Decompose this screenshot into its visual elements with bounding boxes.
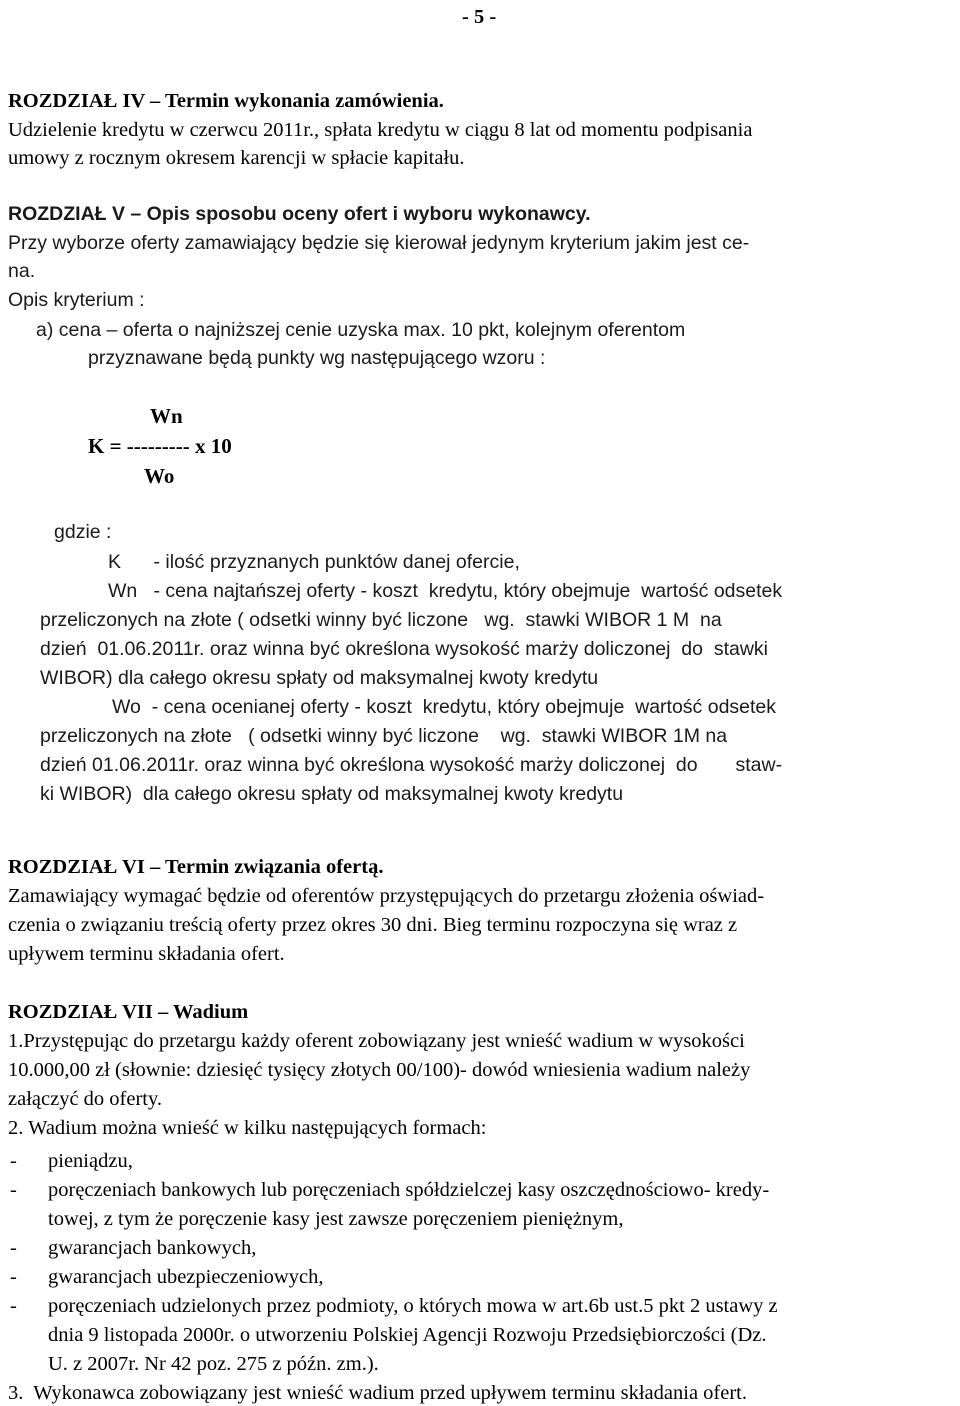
wo-definition-line: dzień 01.06.2011r. oraz winna być określona wysokość marży doliczonej do staw- xyxy=(40,754,783,776)
list-item-text: poręczeniach bankowych lub poręczeniach spółdzielczej kasy oszczędnościowo- kredy- xyxy=(48,1179,770,1201)
list-dash: - xyxy=(10,1266,17,1288)
list-item-text: dnia 9 listopada 2000r. o utworzeniu Polskiej Agencji Rozwoju Przedsiębiorczości (Dz. xyxy=(48,1324,767,1346)
list-item-text: U. z 2007r. Nr 42 poz. 275 z późn. zm.). xyxy=(48,1353,379,1375)
k-definition: K - ilość przyznanych punktów danej ofercie, xyxy=(108,551,520,573)
list-dash: - xyxy=(10,1237,17,1259)
chapter-5-line: a) cena – oferta o najniższej cenie uzyska max. 10 pkt, kolejnym oferentom xyxy=(36,319,686,341)
wn-definition-line: WIBOR) dla całego okresu spłaty od maksymalnej kwoty kredytu xyxy=(40,667,599,689)
chapter-6-line: czenia o związaniu treścią oferty przez okres 30 dni. Bieg terminu rozpoczyna się wraz z xyxy=(8,914,738,936)
chapter-5-line: na. xyxy=(8,260,36,282)
chapter-4-heading: ROZDZIAŁ IV – Termin wykonania zamówienia. xyxy=(8,90,444,112)
formula-numerator: Wn xyxy=(150,404,183,428)
chapter-4-line: Udzielenie kredytu w czerwcu 2011r., spłata kredytu w ciągu 8 lat od momentu podpisania xyxy=(8,119,753,141)
formula-denominator: Wo xyxy=(144,464,175,488)
wn-definition-line: przeliczonych na złote ( odsetki winny być liczone wg. stawki WIBOR 1 M na xyxy=(40,609,722,631)
wn-definition-line: dzień 01.06.2011r. oraz winna być określona wysokość marży doliczonej do stawki xyxy=(40,638,769,660)
list-item-text: towej, z tym że poręczenie kasy jest zawsze poręczeniem pieniężnym, xyxy=(48,1208,624,1230)
list-item-text: poręczeniach udzielonych przez podmioty, o których mowa w art.6b ust.5 pkt 2 ustawy z xyxy=(48,1295,778,1317)
chapter-7-line: 2. Wadium można wnieść w kilku następujących formach: xyxy=(8,1117,487,1139)
page-number: - 5 - xyxy=(462,6,497,28)
chapter-7-heading: ROZDZIAŁ VII – Wadium xyxy=(8,1001,249,1023)
chapter-7-line: 10.000,00 zł (słownie: dziesięć tysięcy złotych 00/100)- dowód wniesienia wadium należy xyxy=(8,1059,751,1081)
list-dash: - xyxy=(10,1295,17,1317)
wo-definition-line: Wo - cena ocenianej oferty - koszt kredytu, który obejmuje wartość odsetek xyxy=(112,696,777,718)
list-item-text: gwarancjach bankowych, xyxy=(48,1237,257,1259)
chapter-5-line: przyznawane będą punkty wg następującego wzoru : xyxy=(88,347,546,369)
chapter-4-line: umowy z rocznym okresem karencji w spłacie kapitału. xyxy=(8,147,465,169)
list-dash: - xyxy=(10,1150,17,1172)
chapter-7-last-line: 3. Wykonawca zobowiązany jest wnieść wadium przed upływem terminu składania ofert. xyxy=(8,1382,748,1404)
list-dash: - xyxy=(10,1179,17,1201)
list-item-text: pieniądzu, xyxy=(48,1150,133,1172)
wn-definition-line: Wn - cena najtańszej oferty - koszt kredytu, który obejmuje wartość odsetek xyxy=(108,580,783,602)
chapter-6-heading: ROZDZIAŁ VI – Termin związania ofertą. xyxy=(8,856,384,878)
chapter-5-heading: ROZDZIAŁ V – Opis sposobu oceny ofert i wyboru wykonawcy. xyxy=(8,203,591,225)
chapter-5-line: Przy wyborze oferty zamawiający będzie się kierował jedynym kryterium jakim jest ce- xyxy=(8,232,750,254)
chapter-7-line: załączyć do oferty. xyxy=(8,1088,163,1110)
formula-equation: K = --------- x 10 xyxy=(88,434,232,458)
wo-definition-line: przeliczonych na złote ( odsetki winny być liczone wg. stawki WIBOR 1M na xyxy=(40,725,728,747)
wo-definition-line: ki WIBOR) dla całego okresu spłaty od maksymalnej kwoty kredytu xyxy=(40,783,624,805)
chapter-6-line: Zamawiający wymagać będzie od oferentów przystępujących do przetargu złożenia oświad- xyxy=(8,885,765,907)
chapter-7-line: 1.Przystępując do przetargu każdy oferent zobowiązany jest wnieść wadium w wysokości xyxy=(8,1030,745,1052)
where-label: gdzie : xyxy=(54,521,112,543)
list-item-text: gwarancjach ubezpieczeniowych, xyxy=(48,1266,324,1288)
chapter-6-line: upływem terminu składania ofert. xyxy=(8,943,285,965)
chapter-5-line: Opis kryterium : xyxy=(8,289,145,311)
